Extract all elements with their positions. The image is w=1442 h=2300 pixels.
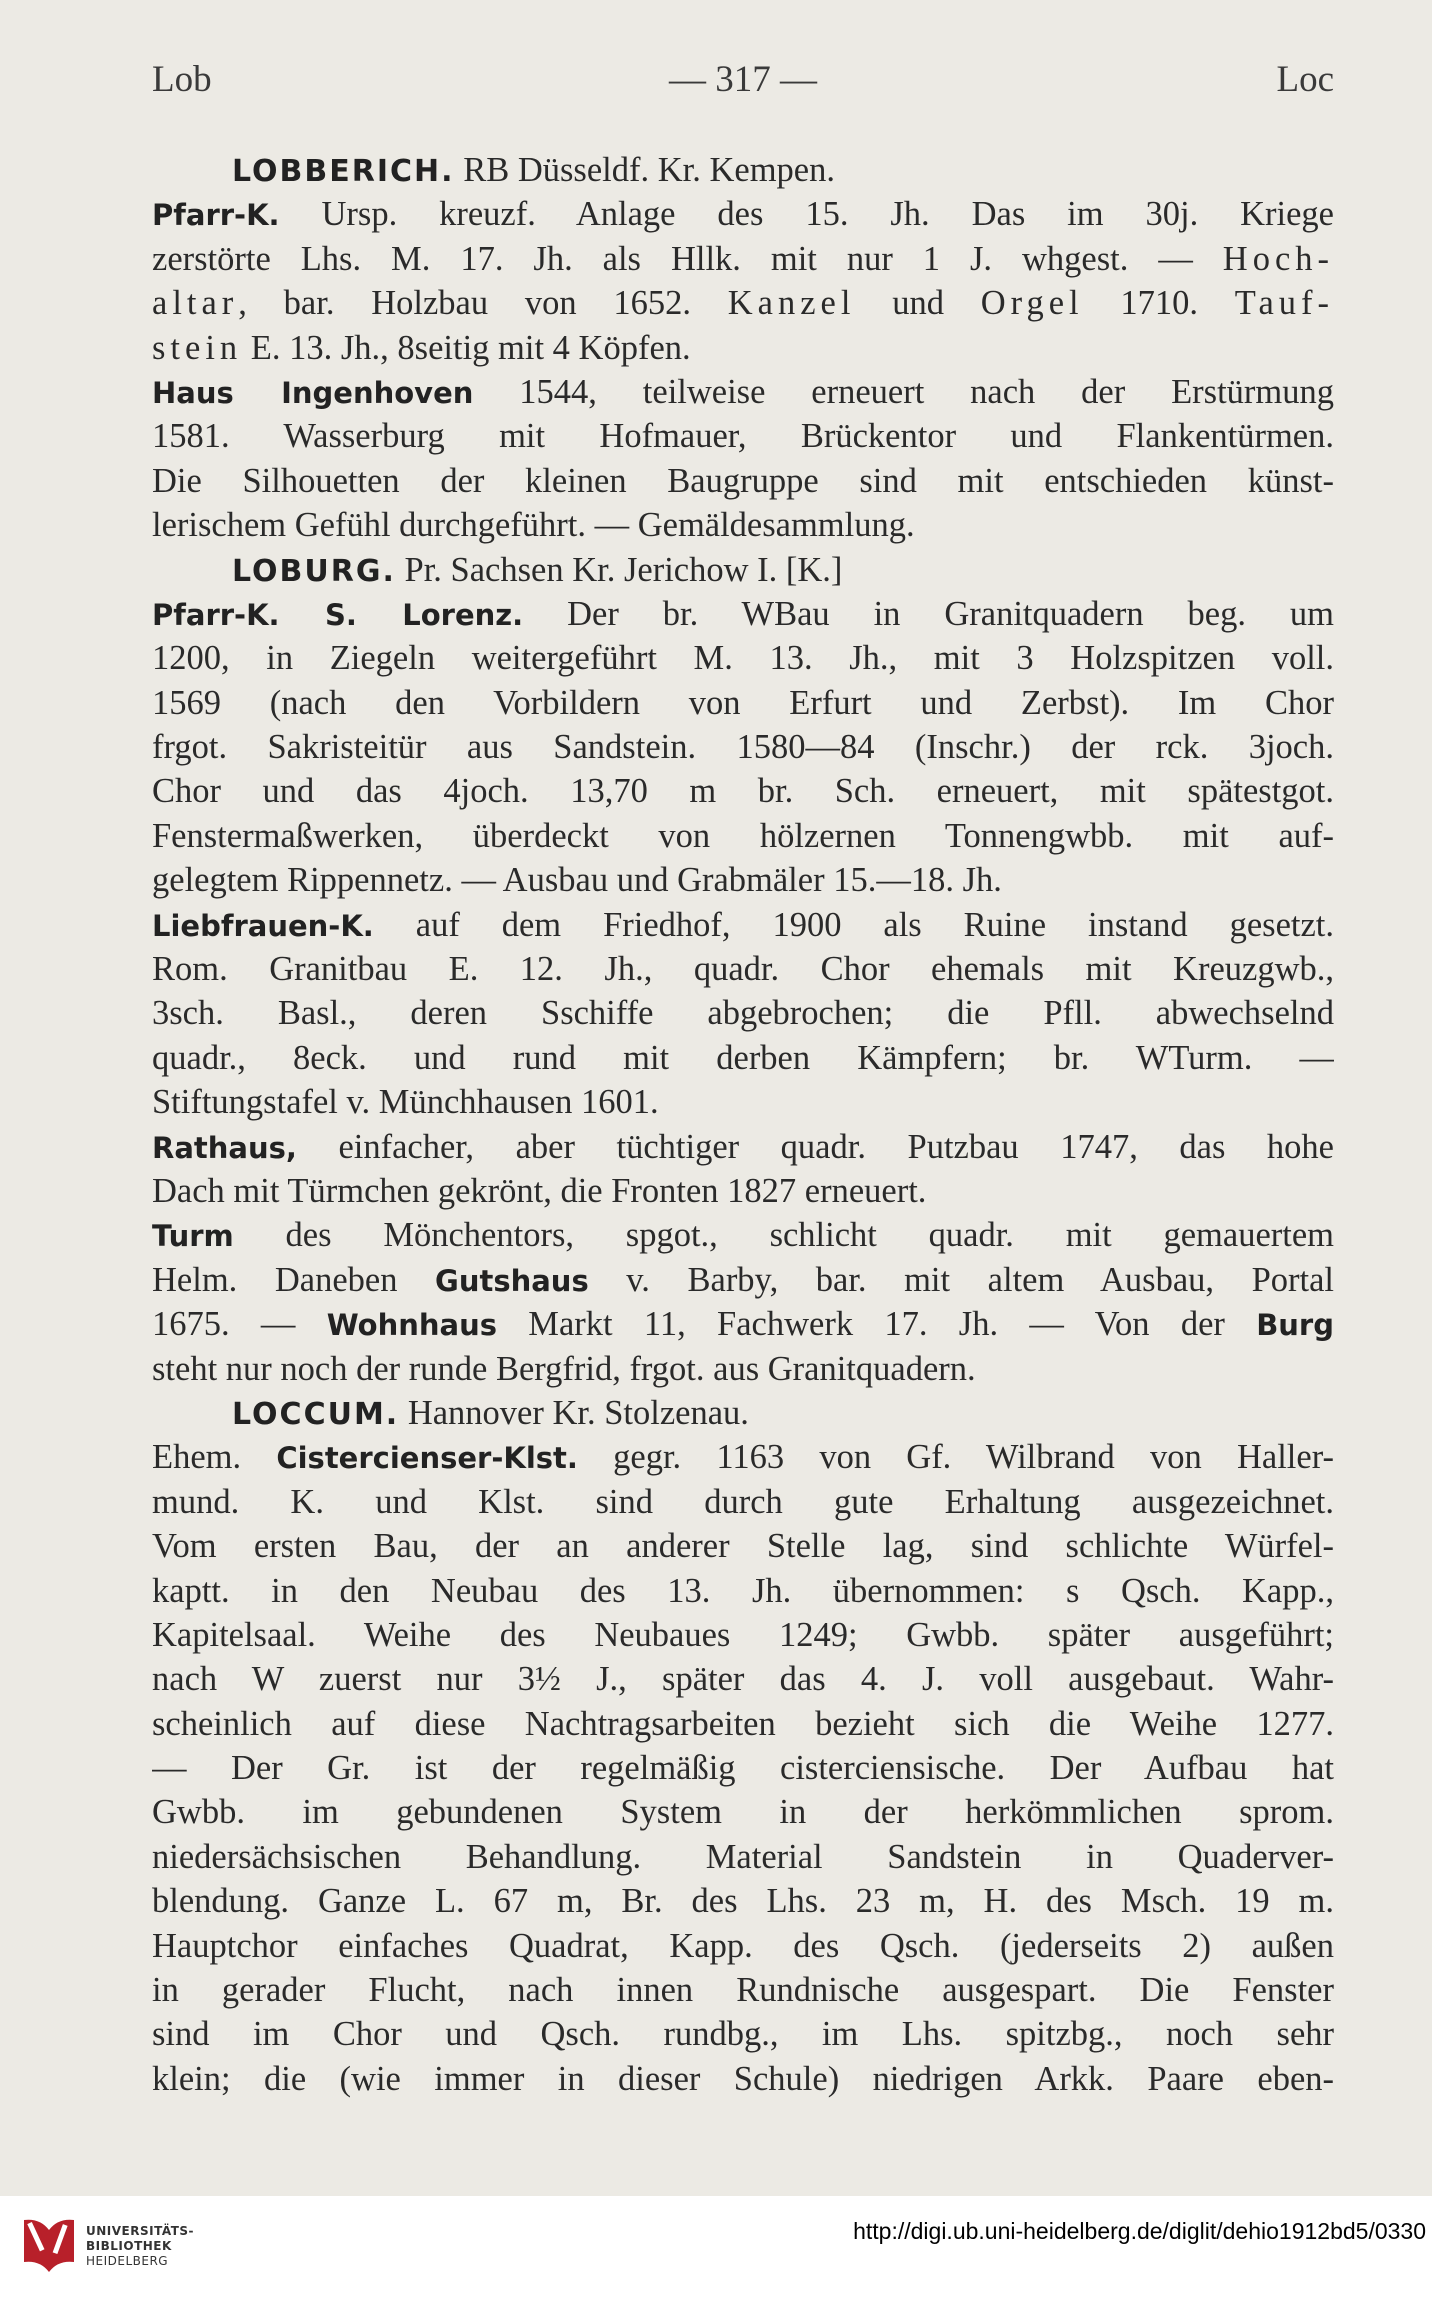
text-line	[152, 1435, 1334, 1479]
text-line	[152, 1347, 1334, 1391]
text-run: blendung. Ganze L. 67 m, Br. des Lhs. 23 m, H. des Msch. 19 m.	[152, 1882, 1334, 1921]
text-line	[152, 192, 1334, 236]
text-run: des Mönchentors, spgot., schlicht quadr. mit gemauertem	[233, 1216, 1334, 1255]
text-run: Dach mit Türmchen gekrönt, die Fronten 1827 erneuert.	[152, 1171, 927, 1210]
page-number: — 317 —	[669, 59, 817, 100]
text-run: zerstörte Lhs. M. 17. Jh. als Hllk. mit nur 1 J. whgest. —	[152, 239, 1223, 278]
text-run: Hoch-	[1222, 239, 1334, 278]
text-run: klein; die (wie immer in dieser Schule) niedrigen Arkk. Paare eben-	[152, 2059, 1334, 2098]
library-name-line: HEIDELBERG	[86, 2254, 169, 2268]
text-run: v. Barby, bar. mit altem Ausbau, Portal	[588, 1260, 1334, 1299]
text-line	[152, 1968, 1334, 2012]
text-run: 3sch. Basl., deren Sschiffe abgebrochen; die Pfll. abwechselnd	[152, 994, 1334, 1033]
text-run: Rom. Granitbau E. 12. Jh., quadr. Chor ehemals mit Kreuzgwb.,	[152, 950, 1334, 989]
text-run: lerischem Gefühl durchgeführt. — Gemäldesammlung.	[152, 506, 915, 545]
text-line	[152, 1702, 1334, 1746]
text-run: Ehem.	[152, 1438, 277, 1477]
text-run: Kapitelsaal. Weihe des Neubaues 1249; Gwbb. später ausgeführt;	[152, 1615, 1334, 1654]
text-line	[152, 947, 1334, 991]
text-line	[152, 548, 1334, 592]
text-run: frgot. Sakristeitür aus Sandstein. 1580—84 (Inschr.) der rck. 3joch.	[152, 728, 1334, 767]
building-keyword: Burg	[1256, 1308, 1334, 1343]
text-line	[152, 414, 1334, 458]
text-line	[152, 148, 1334, 192]
text-run: Der br. WBau in Granitquadern beg. um	[523, 594, 1334, 633]
library-name-line: UNIVERSITÄTS-	[86, 2224, 195, 2238]
text-run: in gerader Flucht, nach innen Rundnische ausgespart. Die Fenster	[152, 1971, 1334, 2010]
text-line	[152, 1524, 1334, 1568]
text-run: auf dem Friedhof, 1900 als Ruine instand gesetzt.	[373, 905, 1334, 944]
text-run: Gwbb. im gebundenen System in der herkömmlichen sprom.	[152, 1793, 1334, 1832]
text-run: 1200, in Ziegeln weitergeführt M. 13. Jh., mit 3 Holzspitzen voll.	[152, 639, 1334, 678]
place-heading: LOCCUM.	[232, 1396, 400, 1432]
library-name	[86, 2224, 194, 2269]
text-line	[152, 1569, 1334, 1613]
text-run: Kanzel	[727, 284, 856, 323]
text-line	[152, 1835, 1334, 1879]
text-run: Die Silhouetten der kleinen Baugruppe sind mit entschieden künst-	[152, 461, 1334, 500]
text-line	[152, 1125, 1334, 1169]
text-run: 1675. —	[152, 1305, 327, 1344]
text-run: einfacher, aber tüchtiger quadr. Putzbau 1747, das hohe	[296, 1127, 1334, 1166]
text-run: altar	[152, 284, 239, 323]
text-run: steht nur noch der runde Bergfrid, frgot. aus Granitquadern.	[152, 1349, 976, 1388]
text-line	[152, 503, 1334, 547]
header-right-catchword: Loc	[1276, 59, 1334, 100]
text-line	[152, 1391, 1334, 1435]
text-line	[152, 1169, 1334, 1213]
text-line	[152, 1302, 1334, 1346]
text-run: stein	[152, 328, 243, 367]
text-line	[152, 858, 1334, 902]
building-keyword: Pfarr-K.	[152, 198, 280, 233]
text-line	[152, 1657, 1334, 1701]
text-run: Markt 11, Fachwerk 17. Jh. — Von der	[497, 1305, 1257, 1344]
text-line	[152, 1080, 1334, 1124]
text-run: gelegtem Rippennetz. — Ausbau und Grabmäler 15.—18. Jh.	[152, 861, 1002, 900]
text-run: niedersächsischen Behandlung. Material Sandstein in Quaderver-	[152, 1837, 1334, 1876]
text-line	[152, 1613, 1334, 1657]
building-keyword: Pfarr-K. S. Lorenz.	[152, 597, 524, 632]
text-run: nach W zuerst nur 3½ J., später das 4. J. voll ausgebaut. Wahr-	[152, 1660, 1334, 1699]
text-line	[152, 636, 1334, 680]
text-line	[152, 459, 1334, 503]
text-run: Hauptchor einfaches Quadrat, Kapp. des Qsch. (jederseits 2) außen	[152, 1926, 1334, 1965]
building-keyword: Cistercienser-Klst.	[276, 1441, 578, 1476]
text-line	[152, 326, 1334, 370]
text-line	[152, 237, 1334, 281]
text-run: und	[855, 284, 981, 323]
building-keyword: Wohnhaus	[326, 1308, 498, 1343]
building-keyword: Haus Ingenhoven	[152, 375, 474, 410]
place-heading: LOBURG.	[232, 553, 396, 589]
library-logo-icon	[20, 2216, 78, 2276]
building-keyword: Liebfrauen-K.	[152, 908, 374, 943]
text-run: Stiftungstafel v. Münchhausen 1601.	[152, 1083, 659, 1122]
text-run: gegr. 1163 von Gf. Wilbrand von Haller-	[577, 1438, 1334, 1477]
header-left-catchword: Lob	[152, 59, 212, 100]
text-line	[152, 1213, 1334, 1257]
text-run: Vom ersten Bau, der an anderer Stelle lag, sind schlichte Würfel-	[152, 1527, 1334, 1566]
text-run: , bar. Holzbau von 1652.	[238, 284, 728, 323]
text-line	[152, 281, 1334, 325]
text-line	[152, 1790, 1334, 1834]
text-run: RB Düsseldf. Kr. Kempen.	[454, 151, 835, 189]
text-line	[152, 2057, 1334, 2101]
text-line	[152, 991, 1334, 1035]
footer-bar	[0, 2196, 1442, 2300]
text-line	[152, 592, 1334, 636]
text-run: Chor und das 4joch. 13,70 m br. Sch. erneuert, mit spätestgot.	[152, 772, 1334, 811]
text-run: 1710.	[1083, 284, 1235, 323]
text-line	[152, 814, 1334, 858]
text-line	[152, 2012, 1334, 2056]
text-line	[152, 1480, 1334, 1524]
text-run: 1544, teilweise erneuert nach der Erstürmung	[473, 372, 1334, 411]
page-edge-strip	[1432, 0, 1442, 2196]
source-url[interactable]: http://digi.ub.uni-heidelberg.de/diglit/dehio1912bd5/0330	[853, 2218, 1426, 2244]
text-run: kaptt. in den Neubau des 13. Jh. übernommen: s Qsch. Kapp.,	[152, 1571, 1334, 1610]
text-run: quadr., 8eck. und rund mit derben Kämpfern; br. WTurm. —	[152, 1038, 1334, 1077]
text-run: Ursp. kreuzf. Anlage des 15. Jh. Das im 30j. Kriege	[279, 195, 1334, 234]
building-keyword: Turm	[152, 1219, 234, 1254]
text-line	[152, 1924, 1334, 1968]
text-line	[152, 1746, 1334, 1790]
body-text	[152, 148, 1334, 2101]
text-line	[152, 1036, 1334, 1080]
text-line	[152, 725, 1334, 769]
text-line	[152, 1258, 1334, 1302]
text-run: mund. K. und Klst. sind durch gute Erhaltung ausgezeichnet.	[152, 1482, 1334, 1521]
text-run: sind im Chor und Qsch. rundbg., im Lhs. spitzbg., noch sehr	[152, 2015, 1334, 2054]
building-keyword: Rathaus,	[152, 1130, 297, 1165]
text-line	[152, 681, 1334, 725]
text-run: Helm. Daneben	[152, 1260, 436, 1299]
text-run: Fenstermaßwerken, überdeckt von hölzernen Tonnengwbb. mit auf-	[152, 816, 1334, 855]
place-heading: LOBBERICH.	[232, 154, 455, 189]
text-run: 1569 (nach den Vorbildern von Erfurt und Zerbst). Im Chor	[152, 683, 1334, 722]
text-line	[152, 370, 1334, 414]
text-line	[152, 769, 1334, 813]
text-run: Tauf-	[1234, 284, 1334, 323]
text-run: scheinlich auf diese Nachtragsarbeiten bezieht sich die Weihe 1277.	[152, 1704, 1334, 1743]
text-run: Hannover Kr. Stolzenau.	[399, 1393, 749, 1432]
library-name-line: BIBLIOTHEK	[86, 2239, 172, 2253]
text-run: Pr. Sachsen Kr. Jerichow I. [K.]	[395, 550, 843, 589]
building-keyword: Gutshaus	[435, 1263, 589, 1298]
text-run: E. 13. Jh., 8seitig mit 4 Köpfen.	[242, 328, 691, 367]
text-line	[152, 903, 1334, 947]
text-run: Orgel	[980, 284, 1084, 323]
text-run: 1581. Wasserburg mit Hofmauer, Brückentor und Flankentürmen.	[152, 417, 1334, 456]
text-run: — Der Gr. ist der regelmäßig cisterciensische. Der Aufbau hat	[152, 1749, 1334, 1788]
text-line	[152, 1879, 1334, 1923]
